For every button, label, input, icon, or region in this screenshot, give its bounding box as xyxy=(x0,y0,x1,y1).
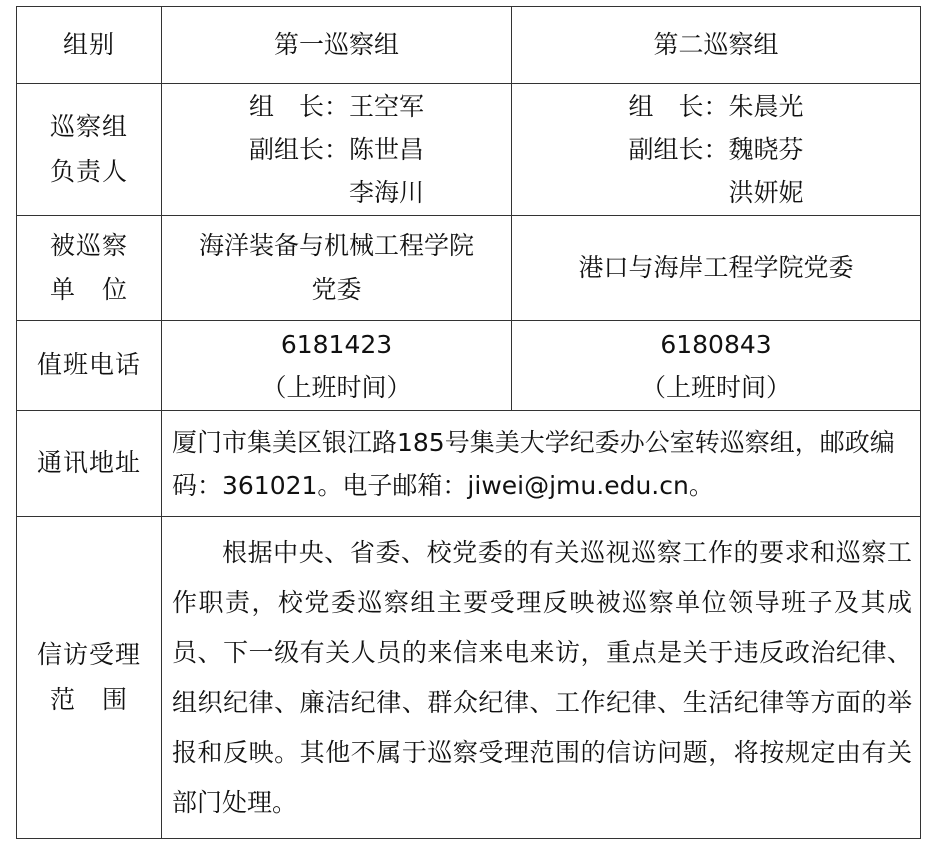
group2-header: 第二巡察组 xyxy=(653,29,779,59)
units-row xyxy=(17,216,921,321)
group2-unit-cell xyxy=(512,216,921,321)
group1-leader-name: 王空军 xyxy=(349,92,425,121)
group1-phone-note: （上班时间） xyxy=(261,372,412,402)
units-label-line2: 单 位 xyxy=(49,275,128,304)
phone-label-cell xyxy=(17,321,162,411)
group1-unit-line1: 海洋装备与机械工程学院 xyxy=(198,230,474,260)
group1-unit-line2: 党委 xyxy=(311,275,362,304)
group1-unit-cell xyxy=(162,216,512,321)
group2-deputy-name-1: 魏晓芬 xyxy=(728,135,804,164)
group1-header-cell xyxy=(162,7,512,84)
units-label-cell xyxy=(17,216,162,321)
phone-label: 值班电话 xyxy=(36,350,141,380)
group2-leader-name: 朱晨光 xyxy=(728,92,804,121)
header-label-cell xyxy=(17,7,162,84)
group1-deputy-name-2: 李海川 xyxy=(349,178,425,207)
units-label-line1: 被巡察 xyxy=(49,230,128,260)
group1-leaders-cell xyxy=(162,84,512,216)
address-row xyxy=(17,411,921,517)
inspection-info-table xyxy=(16,6,921,839)
group1-deputy-title: 副组长： xyxy=(248,135,349,164)
group2-leaders-cell xyxy=(512,84,921,216)
group1-phone-cell xyxy=(162,321,512,411)
leaders-label-line1: 巡察组 xyxy=(49,112,128,141)
scope-label-line1: 信访受理 xyxy=(36,640,141,669)
group2-deputy-title: 副组长： xyxy=(628,135,729,164)
leaders-row xyxy=(17,84,921,216)
group2-unit: 港口与海岸工程学院党委 xyxy=(578,252,854,282)
group1-leaders-block xyxy=(249,85,424,214)
scope-label-line2: 范 围 xyxy=(49,684,128,714)
group1-phone-number: 6181423 xyxy=(280,329,393,359)
address-cell xyxy=(162,411,921,517)
address-text: 厦门市集美区银江路185号集美大学纪委办公室转巡察组，邮政编码：361021。电子邮箱：jiwei@jmu.edu.cn。 xyxy=(172,427,895,500)
group2-phone-number: 6180843 xyxy=(660,329,772,359)
address-label-cell xyxy=(17,411,162,517)
group1-header: 第一巡察组 xyxy=(273,29,399,59)
header-label: 组别 xyxy=(62,29,115,59)
leaders-label-line2: 负责人 xyxy=(49,156,128,186)
header-row xyxy=(17,7,921,84)
scope-cell xyxy=(162,517,921,839)
group2-leader-title: 组 长： xyxy=(628,92,729,121)
phone-row xyxy=(17,321,921,411)
group2-leaders-block xyxy=(628,85,803,214)
scope-row xyxy=(17,517,921,839)
scope-label-cell xyxy=(17,517,162,839)
address-label: 通讯地址 xyxy=(36,448,141,478)
leaders-label-cell xyxy=(17,84,162,216)
group2-phone-note: （上班时间） xyxy=(640,372,791,402)
group2-phone-cell xyxy=(512,321,921,411)
scope-text: 根据中央、省委、校党委的有关巡视巡察工作的要求和巡察工作职责，校党委巡察组主要受理反映被巡察单位领导班子及其成员、下一级有关人员的来信来电来访，重点是关于违反政治纪律、组织纪律、廉洁纪律、群众纪律、工作纪律、生活纪律等方面的举报和反映。其他不属于巡察受理范围的信访问题，将按规定由有关部门处理。 xyxy=(172,537,912,817)
group2-deputy-name-2: 洪妍妮 xyxy=(728,178,804,207)
group1-deputy-name-1: 陈世昌 xyxy=(349,135,425,164)
group1-leader-title: 组 长： xyxy=(248,92,349,121)
group2-header-cell xyxy=(512,7,921,84)
